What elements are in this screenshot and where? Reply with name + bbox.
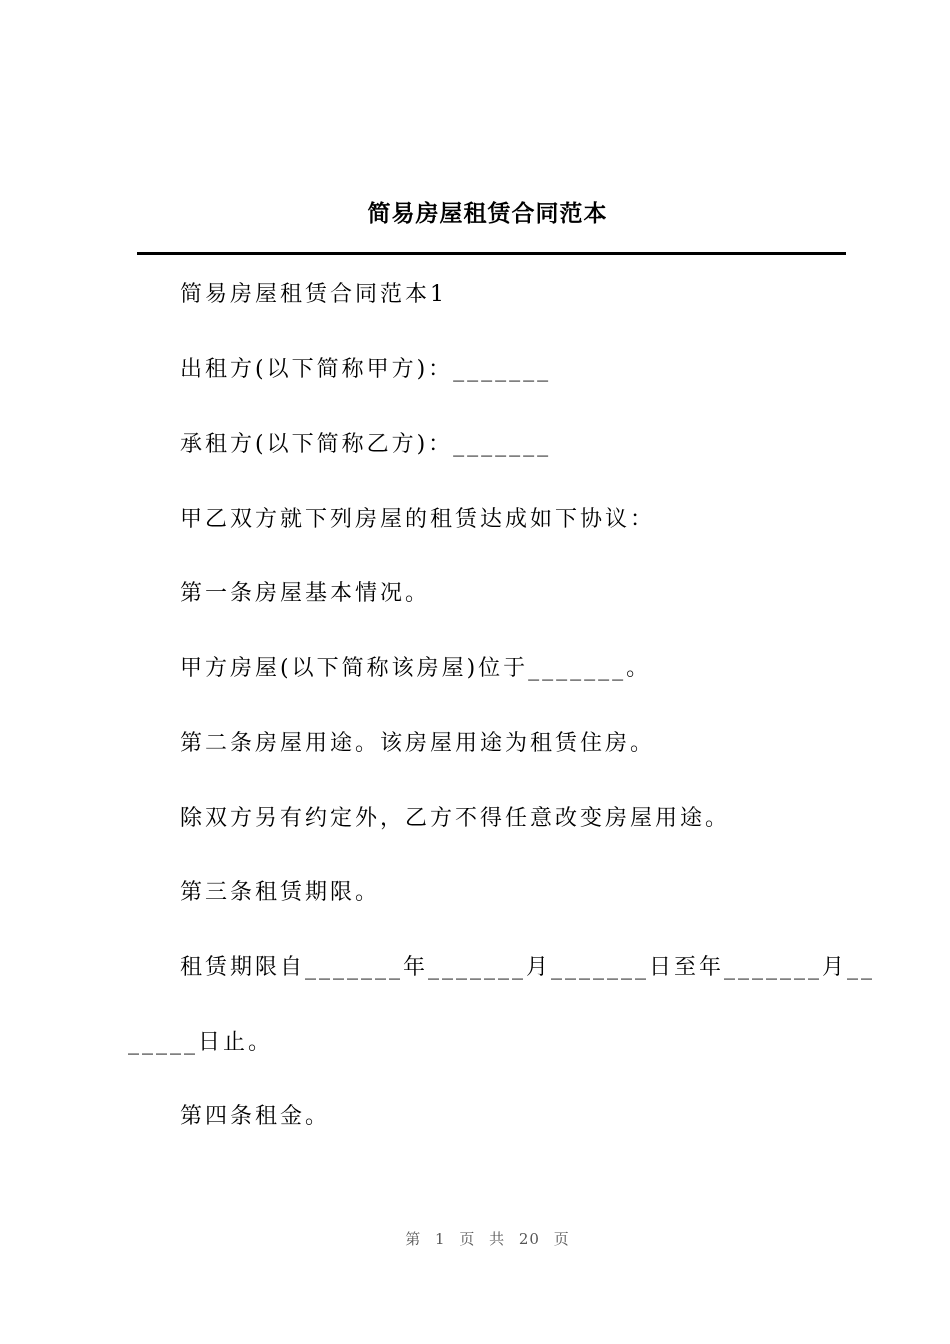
page-number-footer: 第 1 页 共 20 页: [405, 1230, 570, 1248]
paragraph-lessee: 承租方(以下简称乙方)：_______: [180, 432, 552, 457]
paragraph-article-3: 第三条租赁期限。: [180, 880, 381, 905]
document-title: 简易房屋租赁合同范本: [367, 200, 608, 227]
paragraph-article-2: 第二条房屋用途。该房屋用途为租赁住房。: [180, 731, 656, 756]
paragraph-lease-term-continued: _____日止。: [128, 1030, 274, 1055]
paragraph-usage-restriction: 除双方另有约定外，乙方不得任意改变房屋用途。: [180, 806, 731, 831]
paragraph-article-1: 第一条房屋基本情况。: [180, 581, 431, 606]
title-divider: [137, 252, 846, 255]
paragraph-agreement-intro: 甲乙双方就下列房屋的租赁达成如下协议：: [180, 507, 656, 532]
paragraph-heading-1: 简易房屋租赁合同范本1: [180, 282, 447, 307]
paragraph-lease-term: 租赁期限自_______年_______月_______日至年_______月__: [180, 955, 876, 980]
paragraph-lessor: 出租方(以下简称甲方)：_______: [180, 357, 552, 382]
paragraph-article-4: 第四条租金。: [180, 1104, 331, 1129]
paragraph-house-location: 甲方房屋(以下简称该房屋)位于_______。: [180, 656, 652, 681]
